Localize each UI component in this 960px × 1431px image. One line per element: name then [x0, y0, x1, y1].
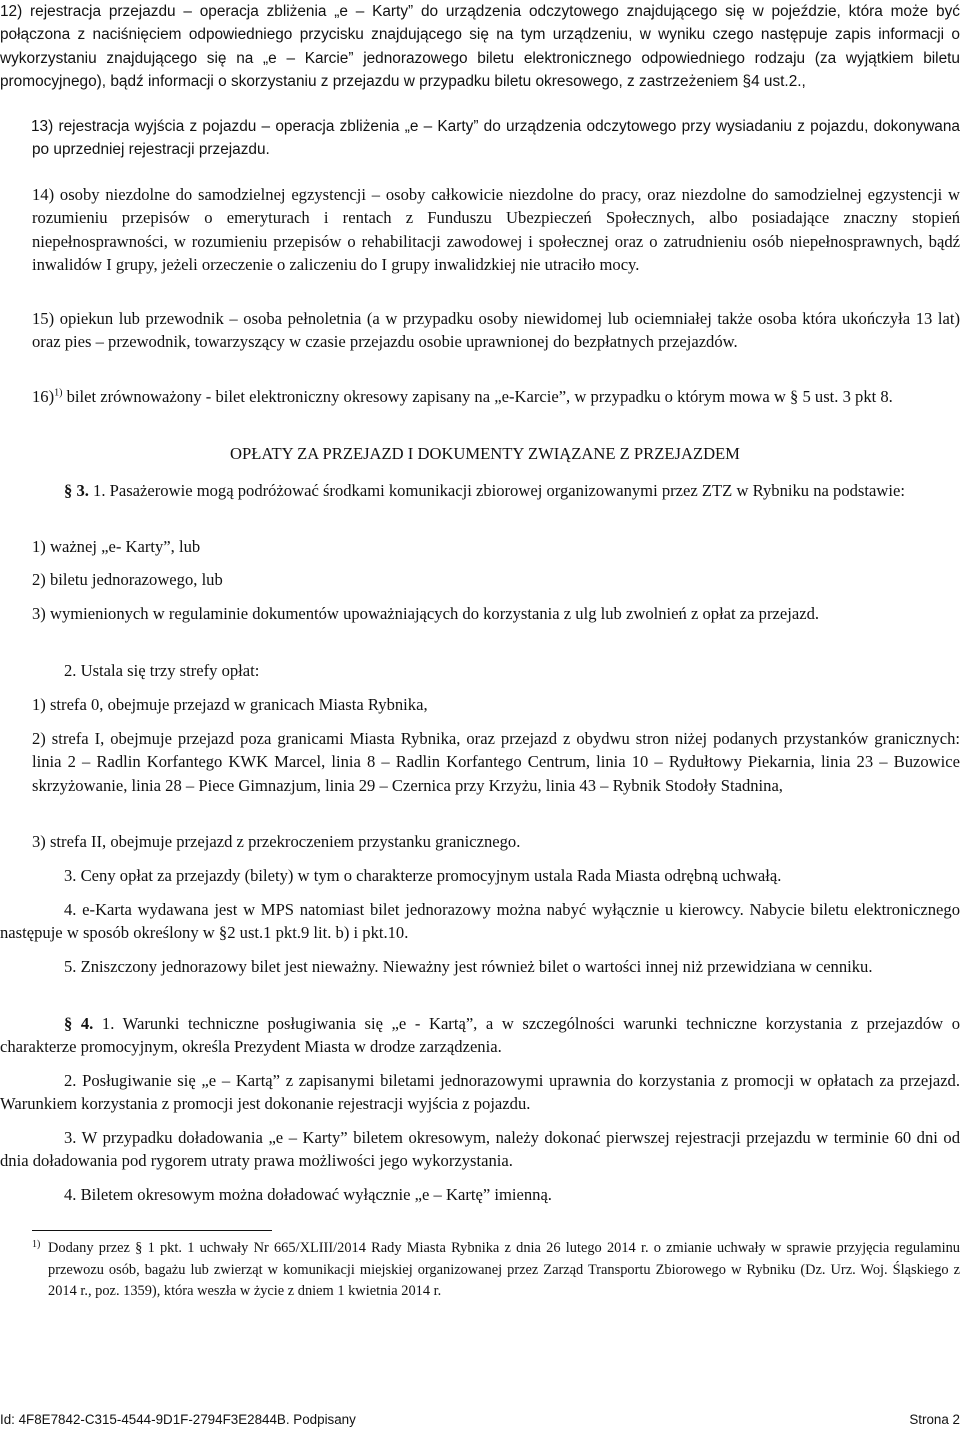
section-3-label: § 3.	[64, 481, 89, 500]
definition-16-number: 16)	[32, 387, 55, 406]
definition-13	[32, 115, 960, 162]
footnote-reference: 1)	[54, 387, 63, 399]
page-number: Strona 2	[909, 1412, 960, 1427]
zone-2: 3) strefa II, obejmuje przejazd z przekroczeniem przystanku granicznego.	[32, 832, 521, 851]
section-3-paragraph-5: 5. Zniszczony jednorazowy bilet jest nieważny. Nieważny jest również bilet o wartości innej niż przewidziana w cenniku.	[64, 957, 873, 976]
section-4-paragraph-3: 3. W przypadku doładowania „e – Karty” biletem okresowym, należy dokonać pierwszej rejestracji przejazdu w terminie 60 dni od dnia doładowania pod rygorem utraty prawa możliwości jego wykorzystania.	[0, 1128, 960, 1171]
footnote	[32, 1238, 960, 1303]
footnote-mark: 1)	[32, 1239, 41, 1250]
definition-14-text: 14) osoby niezdolne do samodzielnej egzystencji – osoby całkowicie niezdolne do pracy, oraz niezdolne do samodzielnej egzystencji w rozumieniu przepisów o emeryturach i rentach z Funduszu Ubezpieczeń Społecznych, albo posiadające znaczny stopień niepełnosprawności, w rozumieniu przepisów o rehabilitacji zawodowej i społecznej oraz o zatrudnieniu osób niepełnosprawnych, bądź inwalidów I grupy, jeżeli orzeczenie o zaliczeniu do I grupy inwalidzkiej nie utraciło mocy.	[32, 185, 960, 275]
section-4-paragraph-1	[0, 1012, 960, 1059]
definition-12-text: 12) rejestracja przejazdu – operacja zbliżenia „e – Karty” do urządzenia odczytowego znajdującego się w pojeździe, która może być połączona z naciśnięciem odpowiedniego przycisku znajdującego się na tym urządzeniu, w wyniku czego następuje zapis informacji o wykorzystaniu znajdującego się na „e – Karcie” jednorazowego biletu elektronicznego odpowiedniego rodzaju (za wyjątkiem biletu promocyjnego), bądź informacji o skorzystaniu z przejazdu w przypadku biletu okresowego, z zastrzeżeniem §4 ust.2.,	[0, 3, 960, 91]
section-heading: OPŁATY ZA PRZEJAZD I DOKUMENTY ZWIĄZANE Z PRZEJAZDEM	[230, 444, 740, 463]
definition-12	[0, 0, 960, 94]
definition-15	[32, 307, 960, 354]
section-3-paragraph-2: 2. Ustala się trzy strefy opłat:	[64, 661, 260, 680]
page-footer	[0, 1408, 960, 1428]
footnote-separator	[32, 1230, 272, 1231]
zone-0: 1) strefa 0, obejmuje przejazd w granicach Miasta Rybnika,	[32, 695, 428, 714]
section-3-item-3: 3) wymienionych w regulaminie dokumentów upoważniających do korzystania z ulg lub zwolnień z opłat za przejazd.	[32, 604, 820, 623]
definition-14	[32, 183, 960, 277]
section-4-paragraph-4: 4. Biletem okresowym można doładować wyłącznie „e – Kartę” imienną.	[64, 1185, 552, 1204]
document-id: Id: 4F8E7842-C315-4544-9D1F-2794F3E2844B. Podpisany	[0, 1412, 356, 1427]
section-4-paragraph-1-text: 1. Warunki techniczne posługiwania się „e - Kartą”, a w szczególności warunki techniczne korzystania z przejazdów o charakterze promocyjnym, określa Prezydent Miasta w drodze zarządzenia.	[0, 1014, 960, 1057]
section-3-paragraph-3: 3. Ceny opłat za przejazdy (bilety) w tym o charakterze promocyjnym ustala Rada Miasta odrębną uchwałą.	[64, 866, 782, 885]
definition-16-text: bilet zrównoważony - bilet elektroniczny okresowy zapisany na „e-Karcie”, w przypadku o którym mowa w § 5 ust. 3 pkt 8.	[62, 387, 893, 406]
footnote-text: Dodany przez § 1 pkt. 1 uchwały Nr 665/XLIII/2014 Rady Miasta Rybnika z dnia 26 lutego 2014 r. o zmianie uchwały w sprawie przyjęcia regulaminu przewozu osób, bagażu lub zwierząt w komunikacji miejskiej organizowanej przez Zarząd Transportu Zbiorowego w Rybniku (Dz. Urz. Woj. Śląskiego z 2014 r., poz. 1359), która weszła w życie z dniem 1 kwietnia 2014 r.	[48, 1240, 960, 1300]
section-3-item-2: 2) biletu jednorazowego, lub	[32, 570, 223, 589]
section-3-item-1: 1) ważnej „e- Karty”, lub	[32, 537, 201, 556]
section-3-paragraph-1-text: 1. Pasażerowie mogą podróżować środkami komunikacji zbiorowej organizowanymi przez ZTZ w Rybniku na podstawie:	[88, 481, 905, 500]
definition-13-text: 13) rejestracja wyjścia z pojazdu – operacja zbliżenia „e – Karty” do urządzenia odczytowego przy wysiadaniu z pojazdu, dokonywana po uprzedniej rejestracji przejazdu.	[31, 118, 960, 159]
zone-1: 2) strefa I, obejmuje przejazd poza granicami Miasta Rybnika, oraz przejazd z obydwu stron niżej podanych przystanków granicznych: linia 2 – Radlin Korfantego KWK Marcel, linia 8 – Radlin Korfantego Centrum, linia 10 – Rydułtowy Piekarnia, linia 23 – Buzowice skrzyżowanie, linia 28 – Piece Gimnazjum, linia 29 – Czernica przy Krzyżu, linia 43 – Rybnik Stodoły Stadnina,	[32, 729, 960, 795]
section-4-label: § 4.	[64, 1014, 94, 1033]
section-4-paragraph-2: 2. Posługiwanie się „e – Kartą” z zapisanymi biletami jednorazowymi uprawnia do korzystania z promocji w opłatach za przejazd. Warunkiem korzystania z promocji jest dokonanie rejestracji wyjścia z pojazdu.	[0, 1071, 960, 1114]
definition-16	[32, 385, 960, 408]
section-3-paragraph-4: 4. e-Karta wydawana jest w MPS natomiast bilet jednorazowy można nabyć wyłącznie u kierowcy. Nabycie biletu elektronicznego następuje w sposób określony w §2 ust.1 pkt.9 lit. b) i pkt.10.	[0, 900, 960, 943]
section-3-paragraph-1	[0, 479, 960, 502]
definition-15-text: 15) opiekun lub przewodnik – osoba pełnoletnia (a w przypadku osoby niewidomej lub ociemniałej także osoba która ukończyła 13 lat) oraz pies – przewodnik, towarzyszący w czasie przejazdu osobie uprawnionej do bezpłatnych przejazdów.	[32, 309, 960, 352]
